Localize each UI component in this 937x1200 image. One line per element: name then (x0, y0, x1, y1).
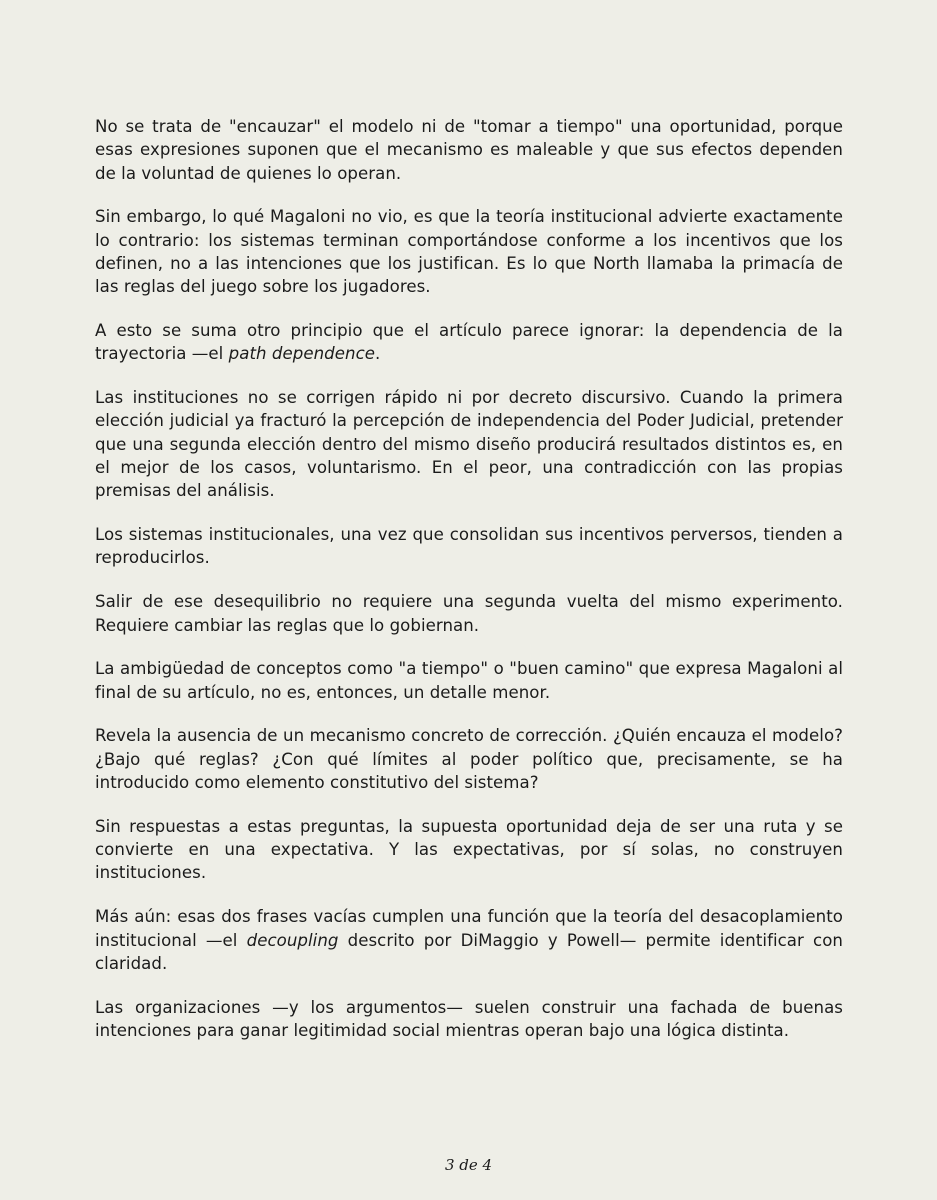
italic-term: decoupling (246, 930, 339, 950)
paragraph (95, 724, 843, 794)
paragraph (95, 386, 843, 502)
paragraph (95, 319, 843, 366)
paragraph-text: A esto se suma otro principio que el artículo parece ignorar: la dependencia de la trayectoria —el (95, 321, 843, 364)
paragraph-text: No se trata de "encauzar" el modelo ni de "tomar a tiempo" una oportunidad, porque esas expresiones suponen que el mecanismo es maleable y que sus efectos dependen de la voluntad de quienes lo operan. (95, 117, 843, 183)
paragraph-text: Salir de ese desequilibrio no requiere una segunda vuelta del mismo experimento. Requiere cambiar las reglas que lo gobiernan. (95, 592, 843, 635)
italic-term: path dependence (228, 344, 376, 364)
document-body (95, 115, 843, 1063)
paragraph-text: La ambigüedad de conceptos como "a tiempo" o "buen camino" que expresa Magaloni al final de su artículo, no es, entonces, un detalle menor. (95, 659, 843, 702)
paragraph (95, 590, 843, 637)
paragraph-text: Revela la ausencia de un mecanismo concreto de corrección. ¿Quién encauza el modelo? ¿Bajo qué reglas? ¿Con qué límites al poder político que, precisamente, se ha introducido como elemento constitutivo del sistema? (95, 726, 843, 793)
paragraph (95, 905, 843, 975)
paragraph (95, 996, 843, 1043)
paragraph (95, 657, 843, 704)
paragraph (95, 205, 843, 298)
paragraph-text: Sin embargo, lo qué Magaloni no vio, es que la teoría institucional advierte exactamente lo contrario: los sistemas terminan comportándose conforme a los incentivos que los definen, no a las intenciones que los justifican. Es lo que North llamaba la primacía de las reglas del juego sobre los jugadores. (95, 207, 843, 297)
paragraph (95, 815, 843, 885)
paragraph-text: Más aún: esas dos frases vacías cumplen una función que la teoría del desacoplamiento institucional —el (95, 907, 843, 950)
paragraph-text: . (375, 344, 381, 364)
paragraph (95, 523, 843, 570)
paragraph-text: Los sistemas institucionales, una vez que consolidan sus incentivos perversos, tienden a reproducirlos. (95, 525, 843, 568)
paragraph (95, 115, 843, 185)
page-number: 3 de 4 (444, 1156, 493, 1174)
paragraph-text: Las instituciones no se corrigen rápido ni por decreto discursivo. Cuando la primera elección judicial ya fracturó la percepción de independencia del Poder Judicial, pretender que una segunda elección dentro del mismo diseño producirá resultados distintos es, en el mejor de los casos, voluntarismo. En el peor, una contradicción con las propias premisas del análisis. (95, 388, 843, 501)
paragraph-text: descrito por DiMaggio y Powell— permite identificar con claridad. (95, 930, 843, 973)
paragraph-text: Las organizaciones —y los argumentos— suelen construir una fachada de buenas intenciones para ganar legitimidad social mientras operan bajo una lógica distinta. (95, 997, 843, 1040)
paragraph-text: Sin respuestas a estas preguntas, la supuesta oportunidad deja de ser una ruta y se convierte en una expectativa. Y las expectativas, por sí solas, no construyen instituciones. (95, 816, 843, 883)
